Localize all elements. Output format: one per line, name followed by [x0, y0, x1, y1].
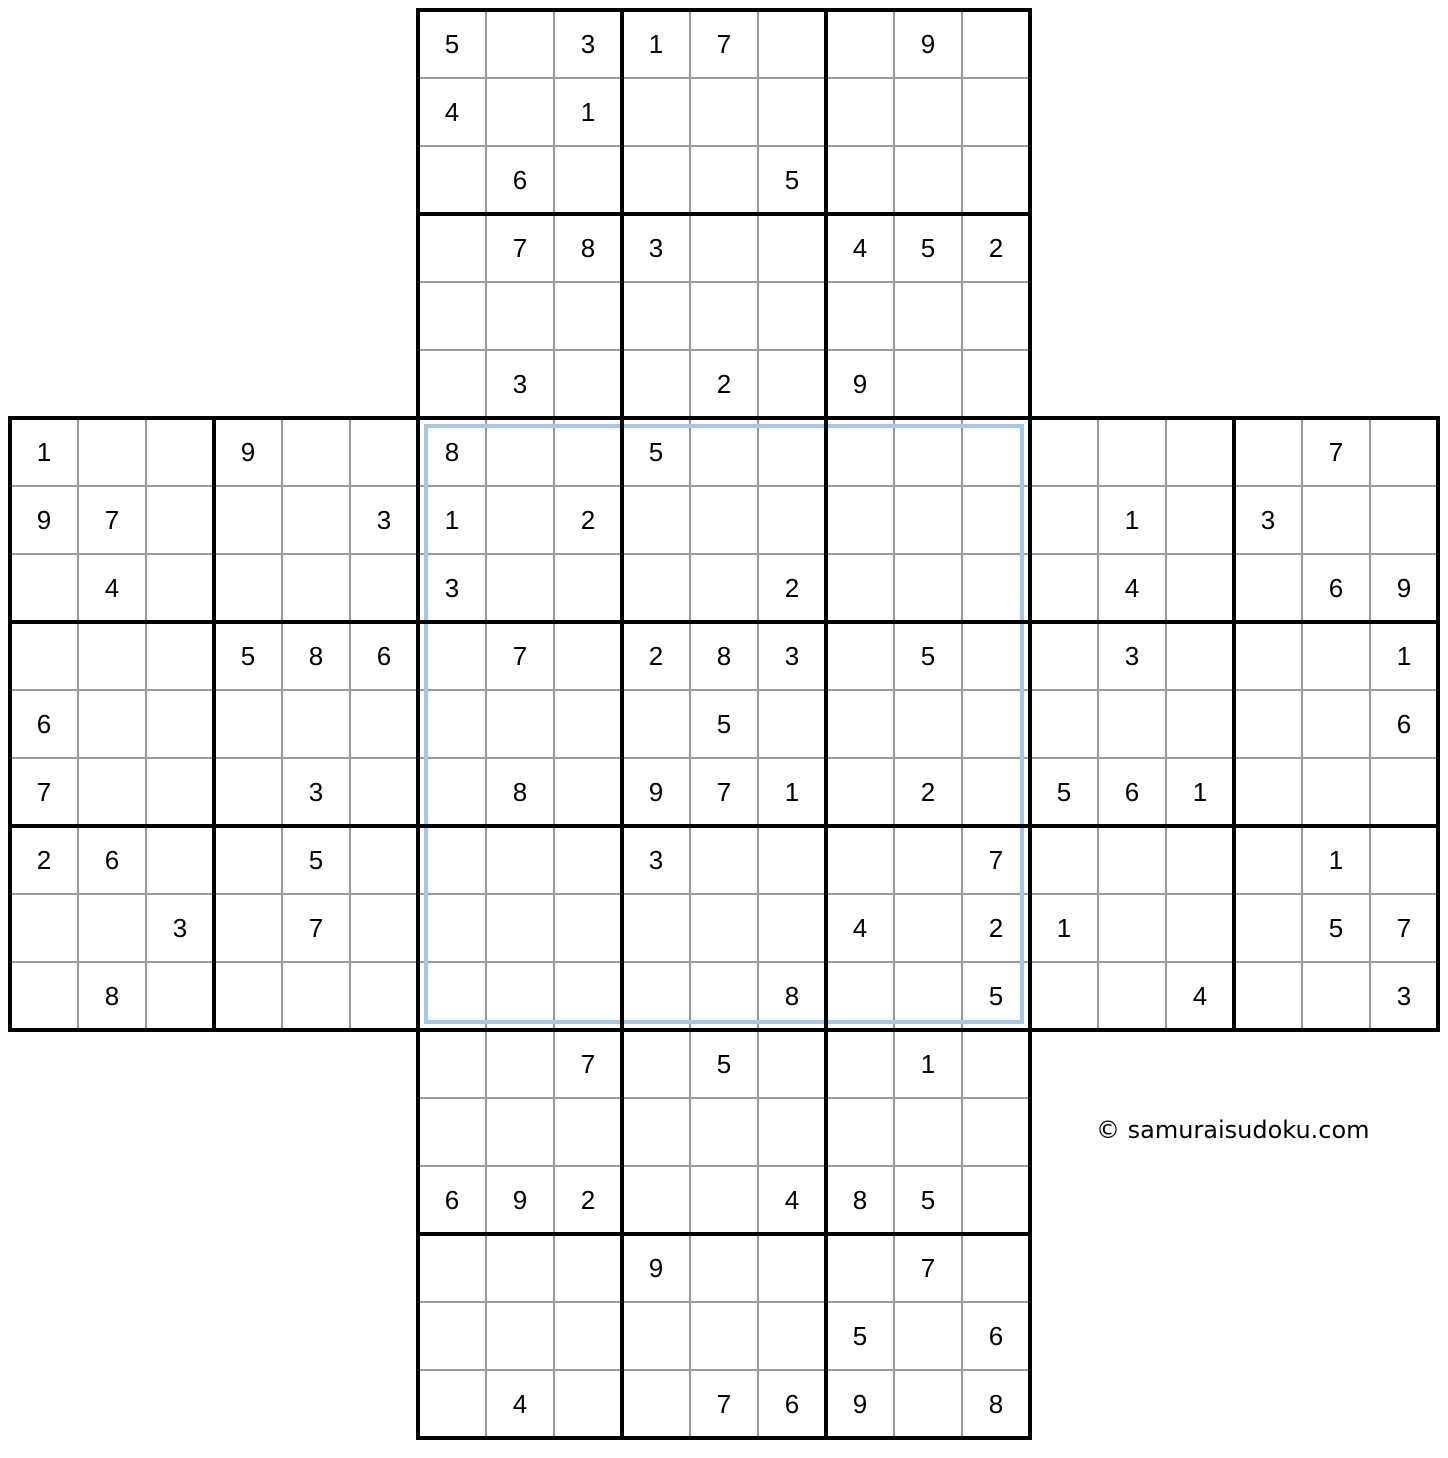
sudoku-cell[interactable]	[962, 418, 1030, 486]
given-digit: 5	[920, 641, 936, 671]
sudoku-cell[interactable]	[554, 146, 622, 214]
given-digit: 2	[988, 233, 1004, 263]
given-digit: 9	[1396, 573, 1412, 603]
sudoku-cell[interactable]	[1030, 554, 1098, 622]
sudoku-cell[interactable]	[758, 350, 826, 418]
given-digit: 4	[1124, 573, 1140, 603]
sudoku-cell[interactable]	[962, 486, 1030, 554]
sudoku-cell[interactable]	[690, 418, 758, 486]
sudoku-cell[interactable]	[554, 1370, 622, 1438]
sudoku-cell[interactable]	[1370, 486, 1438, 554]
sudoku-cell[interactable]	[10, 894, 78, 962]
given-digit: 7	[512, 233, 528, 263]
sudoku-cell[interactable]	[418, 1098, 486, 1166]
sudoku-cell[interactable]	[486, 1234, 554, 1302]
sudoku-cell[interactable]	[826, 486, 894, 554]
sudoku-cell[interactable]	[1030, 486, 1098, 554]
sudoku-cell[interactable]	[690, 962, 758, 1030]
sudoku-cell[interactable]	[758, 78, 826, 146]
given-digit: 3	[1396, 981, 1412, 1011]
sudoku-cell[interactable]	[826, 826, 894, 894]
sudoku-cell[interactable]	[622, 1030, 690, 1098]
given-digit: 5	[852, 1321, 868, 1351]
sudoku-cell[interactable]	[826, 1030, 894, 1098]
sudoku-cell[interactable]	[214, 554, 282, 622]
given-digit: 3	[376, 505, 392, 535]
sudoku-cell[interactable]	[146, 554, 214, 622]
sudoku-cell[interactable]	[622, 1098, 690, 1166]
sudoku-cell[interactable]	[758, 1302, 826, 1370]
sudoku-cell[interactable]	[146, 418, 214, 486]
given-digit: 9	[852, 369, 868, 399]
given-digit: 2	[716, 369, 732, 399]
sudoku-cell[interactable]	[894, 962, 962, 1030]
given-digit: 3	[1124, 641, 1140, 671]
sudoku-cell[interactable]	[350, 826, 418, 894]
given-digit: 3	[648, 233, 664, 263]
sudoku-cell[interactable]	[962, 690, 1030, 758]
sudoku-cell[interactable]	[690, 554, 758, 622]
given-digit: 7	[308, 913, 324, 943]
sudoku-cell[interactable]	[554, 418, 622, 486]
sudoku-cell[interactable]	[826, 1234, 894, 1302]
given-digit: 9	[648, 1253, 664, 1283]
sudoku-cell[interactable]	[1234, 418, 1302, 486]
given-digit: 8	[580, 233, 596, 263]
given-digit: 7	[920, 1253, 936, 1283]
sudoku-cell[interactable]	[418, 894, 486, 962]
sudoku-cell[interactable]	[554, 622, 622, 690]
sudoku-cell[interactable]	[1234, 826, 1302, 894]
sudoku-cell[interactable]	[1234, 690, 1302, 758]
given-digit: 8	[716, 641, 732, 671]
sudoku-cell[interactable]	[622, 894, 690, 962]
sudoku-cell[interactable]	[1234, 894, 1302, 962]
given-digit: 1	[580, 97, 596, 127]
given-digit: 8	[444, 437, 460, 467]
sudoku-cell[interactable]	[146, 486, 214, 554]
sudoku-cell[interactable]	[214, 690, 282, 758]
sudoku-cell[interactable]	[418, 1234, 486, 1302]
given-digit: 6	[36, 709, 52, 739]
sudoku-cell[interactable]	[554, 1234, 622, 1302]
sudoku-cell[interactable]	[554, 826, 622, 894]
sudoku-cell[interactable]	[1098, 418, 1166, 486]
sudoku-cell[interactable]	[690, 486, 758, 554]
given-digit: 2	[580, 1185, 596, 1215]
given-digit: 1	[1396, 641, 1412, 671]
sudoku-cell[interactable]	[962, 1234, 1030, 1302]
sudoku-cell[interactable]	[78, 622, 146, 690]
given-digit: 4	[444, 97, 460, 127]
sudoku-cell[interactable]	[962, 758, 1030, 826]
sudoku-cell[interactable]	[894, 1370, 962, 1438]
sudoku-cell[interactable]	[758, 418, 826, 486]
sudoku-cell[interactable]	[282, 554, 350, 622]
given-digit: 6	[1124, 777, 1140, 807]
sudoku-cell[interactable]	[1302, 486, 1370, 554]
sudoku-cell[interactable]	[690, 146, 758, 214]
given-digit: 3	[648, 845, 664, 875]
sudoku-cell[interactable]	[758, 1030, 826, 1098]
sudoku-cell[interactable]	[214, 894, 282, 962]
sudoku-cell[interactable]	[1098, 826, 1166, 894]
given-digit: 5	[240, 641, 256, 671]
sudoku-cell[interactable]	[486, 78, 554, 146]
given-digit: 5	[648, 437, 664, 467]
sudoku-cell[interactable]	[690, 78, 758, 146]
given-digit: 1	[1192, 777, 1208, 807]
sudoku-cell[interactable]	[418, 1030, 486, 1098]
given-digit: 7	[716, 1389, 732, 1419]
sudoku-cell[interactable]	[894, 554, 962, 622]
sudoku-cell[interactable]	[350, 690, 418, 758]
sudoku-cell[interactable]	[214, 486, 282, 554]
sudoku-cell[interactable]	[1166, 486, 1234, 554]
given-digit: 7	[988, 845, 1004, 875]
sudoku-cell[interactable]	[78, 894, 146, 962]
sudoku-cell[interactable]	[1166, 554, 1234, 622]
sudoku-cell[interactable]	[1098, 690, 1166, 758]
sudoku-cell[interactable]	[486, 894, 554, 962]
sudoku-cell[interactable]	[1030, 622, 1098, 690]
sudoku-cell[interactable]	[962, 554, 1030, 622]
sudoku-cell[interactable]	[622, 486, 690, 554]
given-digit: 1	[36, 437, 52, 467]
sudoku-cell[interactable]	[418, 622, 486, 690]
sudoku-cell[interactable]	[214, 962, 282, 1030]
sudoku-cell[interactable]	[554, 1098, 622, 1166]
given-digit: 7	[36, 777, 52, 807]
sudoku-cell[interactable]	[690, 1098, 758, 1166]
sudoku-cell[interactable]	[554, 1302, 622, 1370]
sudoku-cell[interactable]	[486, 282, 554, 350]
sudoku-cell[interactable]	[894, 418, 962, 486]
sudoku-cell[interactable]	[1166, 690, 1234, 758]
sudoku-cell[interactable]	[758, 826, 826, 894]
given-digit: 3	[1260, 505, 1276, 535]
given-digit: 2	[784, 573, 800, 603]
sudoku-cell[interactable]	[1370, 418, 1438, 486]
sudoku-cell[interactable]	[962, 10, 1030, 78]
sudoku-cell[interactable]	[418, 282, 486, 350]
sudoku-cell[interactable]	[894, 826, 962, 894]
sudoku-cell[interactable]	[214, 758, 282, 826]
given-digit: 6	[1328, 573, 1344, 603]
given-digit: 9	[512, 1185, 528, 1215]
sudoku-cell[interactable]	[1030, 690, 1098, 758]
given-digit: 6	[104, 845, 120, 875]
sudoku-cell[interactable]	[1302, 962, 1370, 1030]
given-digit: 5	[444, 29, 460, 59]
sudoku-cell[interactable]	[962, 622, 1030, 690]
sudoku-cell[interactable]	[894, 690, 962, 758]
sudoku-cell[interactable]	[622, 350, 690, 418]
sudoku-cell[interactable]	[826, 282, 894, 350]
given-digit: 9	[36, 505, 52, 535]
sudoku-cell[interactable]	[894, 1098, 962, 1166]
given-digit: 4	[1192, 981, 1208, 1011]
sudoku-cell[interactable]	[486, 1098, 554, 1166]
sudoku-cell[interactable]	[690, 1234, 758, 1302]
sudoku-cell[interactable]	[690, 1302, 758, 1370]
given-digit: 2	[920, 777, 936, 807]
sudoku-cell[interactable]	[826, 554, 894, 622]
sudoku-cell[interactable]	[146, 962, 214, 1030]
given-digit: 5	[784, 165, 800, 195]
sudoku-cell[interactable]	[758, 894, 826, 962]
sudoku-cell[interactable]	[486, 690, 554, 758]
given-digit: 2	[580, 505, 596, 535]
given-digit: 5	[920, 1185, 936, 1215]
sudoku-cell[interactable]	[1166, 622, 1234, 690]
sudoku-cell[interactable]	[554, 758, 622, 826]
given-digit: 7	[1396, 913, 1412, 943]
sudoku-cell[interactable]	[554, 554, 622, 622]
sudoku-cell[interactable]	[418, 1370, 486, 1438]
sudoku-cell[interactable]	[690, 894, 758, 962]
given-digit: 1	[1328, 845, 1344, 875]
sudoku-cell[interactable]	[826, 758, 894, 826]
given-digit: 9	[920, 29, 936, 59]
sudoku-cell[interactable]	[350, 418, 418, 486]
given-digit: 5	[1056, 777, 1072, 807]
sudoku-cell[interactable]	[554, 282, 622, 350]
sudoku-cell[interactable]	[78, 690, 146, 758]
given-digit: 3	[444, 573, 460, 603]
given-digit: 7	[512, 641, 528, 671]
sudoku-cell[interactable]	[826, 10, 894, 78]
sudoku-cell[interactable]	[554, 350, 622, 418]
sudoku-cell[interactable]	[894, 282, 962, 350]
sudoku-cell[interactable]	[826, 622, 894, 690]
given-digit: 1	[920, 1049, 936, 1079]
sudoku-cell[interactable]	[1098, 894, 1166, 962]
sudoku-cell[interactable]	[146, 826, 214, 894]
sudoku-cell[interactable]	[1234, 758, 1302, 826]
sudoku-cell[interactable]	[418, 758, 486, 826]
given-digit: 8	[104, 981, 120, 1011]
sudoku-cell[interactable]	[894, 78, 962, 146]
sudoku-cell[interactable]	[1302, 622, 1370, 690]
sudoku-cell[interactable]	[826, 418, 894, 486]
given-digit: 4	[104, 573, 120, 603]
given-digit: 7	[716, 777, 732, 807]
given-digit: 5	[988, 981, 1004, 1011]
sudoku-cell[interactable]	[418, 962, 486, 1030]
sudoku-cell[interactable]	[350, 894, 418, 962]
given-digit: 6	[444, 1185, 460, 1215]
sudoku-cell[interactable]	[962, 146, 1030, 214]
sudoku-cell[interactable]	[146, 690, 214, 758]
sudoku-cell[interactable]	[690, 1166, 758, 1234]
sudoku-cell[interactable]	[146, 758, 214, 826]
sudoku-cell[interactable]	[1370, 826, 1438, 894]
sudoku-cell[interactable]	[826, 1098, 894, 1166]
given-digit: 2	[36, 845, 52, 875]
sudoku-cell[interactable]	[214, 826, 282, 894]
sudoku-cell[interactable]	[894, 1302, 962, 1370]
given-digit: 8	[852, 1185, 868, 1215]
sudoku-cell[interactable]	[622, 78, 690, 146]
given-digit: 4	[852, 233, 868, 263]
sudoku-cell[interactable]	[10, 622, 78, 690]
sudoku-cell[interactable]	[1234, 622, 1302, 690]
given-digit: 4	[512, 1389, 528, 1419]
given-digit: 6	[988, 1321, 1004, 1351]
sudoku-cell[interactable]	[418, 826, 486, 894]
given-digit: 1	[444, 505, 460, 535]
given-digit: 5	[716, 709, 732, 739]
sudoku-cell[interactable]	[1030, 826, 1098, 894]
sudoku-cell[interactable]	[1302, 758, 1370, 826]
sudoku-cell[interactable]	[78, 758, 146, 826]
sudoku-cell[interactable]	[418, 1302, 486, 1370]
sudoku-cell[interactable]	[1234, 554, 1302, 622]
sudoku-cell[interactable]	[622, 1370, 690, 1438]
given-digit: 5	[716, 1049, 732, 1079]
given-digit: 4	[784, 1185, 800, 1215]
given-digit: 7	[104, 505, 120, 535]
sudoku-cell[interactable]	[1370, 758, 1438, 826]
given-digit: 1	[648, 29, 664, 59]
sudoku-cell[interactable]	[486, 826, 554, 894]
sudoku-cell[interactable]	[10, 554, 78, 622]
given-digit: 1	[1124, 505, 1140, 535]
sudoku-cell[interactable]	[282, 690, 350, 758]
sudoku-cell[interactable]	[1166, 418, 1234, 486]
given-digit: 9	[648, 777, 664, 807]
given-digit: 3	[308, 777, 324, 807]
sudoku-cell[interactable]	[962, 78, 1030, 146]
sudoku-cell[interactable]	[690, 826, 758, 894]
sudoku-cell[interactable]	[146, 622, 214, 690]
given-digit: 6	[376, 641, 392, 671]
sudoku-cell[interactable]	[486, 554, 554, 622]
sudoku-cell[interactable]	[418, 690, 486, 758]
sudoku-cell[interactable]	[1166, 894, 1234, 962]
sudoku-cell[interactable]	[758, 486, 826, 554]
sudoku-cell[interactable]	[690, 282, 758, 350]
sudoku-cell[interactable]	[826, 962, 894, 1030]
given-digit: 6	[784, 1389, 800, 1419]
given-digit: 1	[1056, 913, 1072, 943]
given-digit: 6	[512, 165, 528, 195]
sudoku-cell[interactable]	[282, 486, 350, 554]
sudoku-cell[interactable]	[418, 214, 486, 282]
sudoku-cell[interactable]	[554, 894, 622, 962]
given-digit: 7	[1328, 437, 1344, 467]
given-digit: 8	[512, 777, 528, 807]
sudoku-cell[interactable]	[78, 418, 146, 486]
sudoku-cell[interactable]	[622, 1166, 690, 1234]
sudoku-cell[interactable]	[554, 690, 622, 758]
sudoku-cell[interactable]	[622, 282, 690, 350]
given-digit: 3	[580, 29, 596, 59]
sudoku-cell[interactable]	[962, 350, 1030, 418]
given-digit: 4	[852, 913, 868, 943]
given-digit: 9	[852, 1389, 868, 1419]
given-digit: 3	[172, 913, 188, 943]
given-digit: 3	[784, 641, 800, 671]
given-digit: 7	[716, 29, 732, 59]
given-digit: 8	[988, 1389, 1004, 1419]
given-digit: 1	[784, 777, 800, 807]
sudoku-cell[interactable]	[758, 282, 826, 350]
sudoku-cell[interactable]	[1030, 962, 1098, 1030]
sudoku-cell[interactable]	[1234, 962, 1302, 1030]
sudoku-cell[interactable]	[10, 962, 78, 1030]
sudoku-cell[interactable]	[486, 10, 554, 78]
given-digit: 9	[240, 437, 256, 467]
sudoku-cell[interactable]	[962, 1098, 1030, 1166]
sudoku-cell[interactable]	[894, 146, 962, 214]
sudoku-cell[interactable]	[758, 690, 826, 758]
sudoku-cell[interactable]	[350, 554, 418, 622]
given-digit: 6	[1396, 709, 1412, 739]
sudoku-cell[interactable]	[622, 1302, 690, 1370]
sudoku-cell[interactable]	[690, 214, 758, 282]
sudoku-cell[interactable]	[486, 1302, 554, 1370]
sudoku-cell[interactable]	[1030, 418, 1098, 486]
sudoku-cell[interactable]	[826, 690, 894, 758]
sudoku-cell[interactable]	[282, 418, 350, 486]
given-digit: 8	[308, 641, 324, 671]
sudoku-cell[interactable]	[826, 78, 894, 146]
sudoku-cell[interactable]	[350, 962, 418, 1030]
sudoku-cell[interactable]	[282, 962, 350, 1030]
sudoku-cell[interactable]	[622, 962, 690, 1030]
sudoku-cell[interactable]	[622, 554, 690, 622]
sudoku-cell[interactable]	[486, 1030, 554, 1098]
sudoku-cell[interactable]	[894, 350, 962, 418]
sudoku-cell[interactable]	[826, 146, 894, 214]
sudoku-cell[interactable]	[962, 282, 1030, 350]
given-digit: 5	[1328, 913, 1344, 943]
copyright-credit: © samuraisudoku.com	[1096, 1116, 1370, 1144]
sudoku-cell[interactable]	[418, 146, 486, 214]
given-digit: 3	[512, 369, 528, 399]
sudoku-cell[interactable]	[962, 1030, 1030, 1098]
sudoku-cell[interactable]	[350, 758, 418, 826]
sudoku-cell[interactable]	[758, 10, 826, 78]
sudoku-cell[interactable]	[554, 962, 622, 1030]
sudoku-cell[interactable]	[1166, 826, 1234, 894]
sudoku-cell[interactable]	[622, 146, 690, 214]
sudoku-cell[interactable]	[1098, 962, 1166, 1030]
given-digit: 2	[648, 641, 664, 671]
given-digit: 7	[580, 1049, 596, 1079]
given-digit: 5	[308, 845, 324, 875]
given-digit: 2	[988, 913, 1004, 943]
sudoku-cell[interactable]	[486, 418, 554, 486]
given-digit: 5	[920, 233, 936, 263]
sudoku-cell[interactable]	[486, 962, 554, 1030]
given-digit: 8	[784, 981, 800, 1011]
sudoku-cell[interactable]	[418, 350, 486, 418]
sudoku-cell[interactable]	[962, 1166, 1030, 1234]
sudoku-cell[interactable]	[1302, 690, 1370, 758]
sudoku-cell[interactable]	[622, 690, 690, 758]
sudoku-cell[interactable]	[758, 1234, 826, 1302]
sudoku-cell[interactable]	[758, 214, 826, 282]
sudoku-cell[interactable]	[894, 894, 962, 962]
sudoku-cell[interactable]	[758, 1098, 826, 1166]
sudoku-cell[interactable]	[894, 486, 962, 554]
sudoku-cell[interactable]	[486, 486, 554, 554]
